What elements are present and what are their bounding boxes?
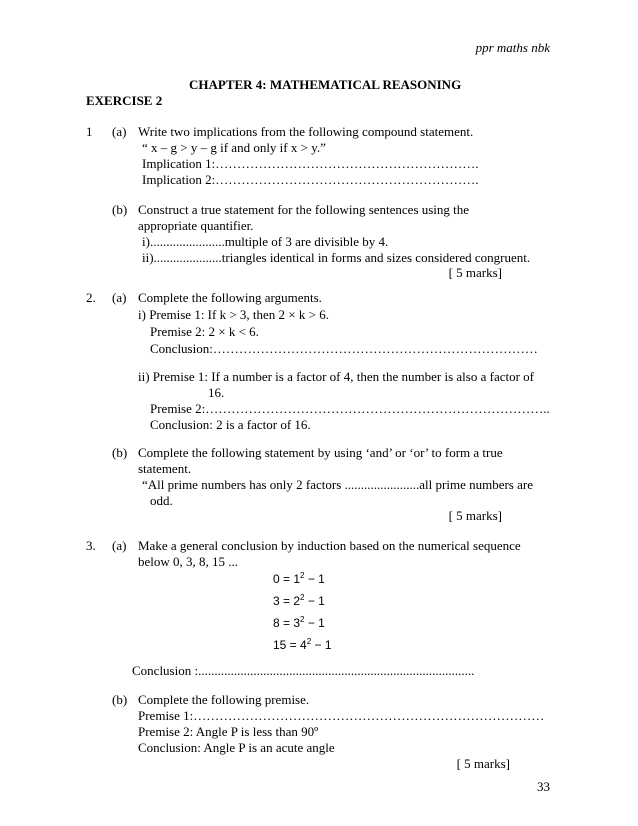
q2-b-text-1: Complete the following statement by using ‘and’ or ‘or’ to form a true	[138, 445, 503, 460]
q2-i-premise-2: Premise 2: 2 × k < 6.	[150, 324, 259, 339]
q2-b-quote-1: “All prime numbers has only 2 factors .......................all prime numbers are	[142, 477, 533, 492]
q1-marks: [ 5 marks]	[448, 265, 502, 280]
q2-a-text: Complete the following arguments.	[138, 290, 322, 305]
q3-conclusion: Conclusion :.....................................................................................	[132, 663, 475, 678]
q3-equation-2: $3 = 2^2 - 1$	[273, 593, 325, 608]
q2-ii-premise-1-cont: 16.	[208, 385, 225, 400]
q2-b-quote-2: odd.	[150, 493, 173, 508]
q2-ii-premise-2: Premise 2:……………………………………………………………………..	[150, 401, 550, 416]
q2-ii-premise-1: ii) Premise 1: If a number is a factor of 4, then the number is also a factor of	[138, 369, 535, 384]
q1-implication-1: Implication 1:…………………………………………………….	[142, 156, 479, 171]
q1-b-text-1: Construct a true statement for the following sentences using the	[138, 202, 470, 217]
q3-equation-3: $8 = 3^2 - 1$	[273, 615, 325, 630]
q1-b-text-2: appropriate quantifier.	[138, 218, 254, 233]
q3-marks: [ 5 marks]	[456, 756, 510, 771]
q3-equation-4: $15 = 4^2 - 1$	[273, 637, 332, 652]
q3-a-text-1: Make a general conclusion by induction based on the numerical sequence	[138, 538, 521, 553]
q2-marks: [ 5 marks]	[448, 508, 502, 523]
q3-equation-1: $0 = 1^2 - 1$	[273, 571, 325, 586]
q3-b-premise-2: Premise 2: Angle P is less than 90º	[138, 724, 319, 739]
q2-i-premise-1: i) Premise 1: If k > 3, then 2 × k > 6.	[138, 307, 329, 322]
q1-b-label: (b)	[112, 202, 128, 217]
q1-a-statement: “ x – g > y – g if and only if x > y.”	[142, 140, 326, 155]
q1-implication-2: Implication 2:…………………………………………………….	[142, 172, 479, 187]
q3-b-conclusion: Conclusion: Angle P is an acute angle	[138, 740, 335, 755]
q3-b-label: (b)	[112, 692, 128, 707]
q3-a-label: (a)	[112, 538, 127, 553]
q2-b-label: (b)	[112, 445, 128, 460]
q3-number: 3.	[86, 538, 96, 553]
q3-b-premise-1: Premise 1:………………………………………………………………………	[138, 708, 545, 723]
q1-number: 1	[86, 124, 93, 139]
q2-number: 2.	[86, 290, 96, 305]
q2-i-conclusion: Conclusion:…………………………………………………………………	[150, 341, 538, 356]
q2-b-text-2: statement.	[138, 461, 192, 476]
page-number: 33	[537, 779, 550, 794]
q1-a-text: Write two implications from the following compound statement.	[138, 124, 474, 139]
chapter-title: CHAPTER 4: MATHEMATICAL REASONING	[189, 77, 462, 92]
q2-ii-conclusion: Conclusion: 2 is a factor of 16.	[150, 417, 311, 432]
q2-a-label: (a)	[112, 290, 127, 305]
q1-a-label: (a)	[112, 124, 127, 139]
q1-b-i: i).......................multiple of 3 are divisible by 4.	[142, 234, 389, 249]
q1-b-ii: ii).....................triangles identical in forms and sizes considered congruent.	[142, 250, 531, 265]
q3-a-text-2: below 0, 3, 8, 15 ...	[138, 554, 239, 569]
q3-b-text: Complete the following premise.	[138, 692, 310, 707]
header-text: ppr maths nbk	[475, 40, 550, 55]
exercise-title: EXERCISE 2	[86, 93, 163, 108]
